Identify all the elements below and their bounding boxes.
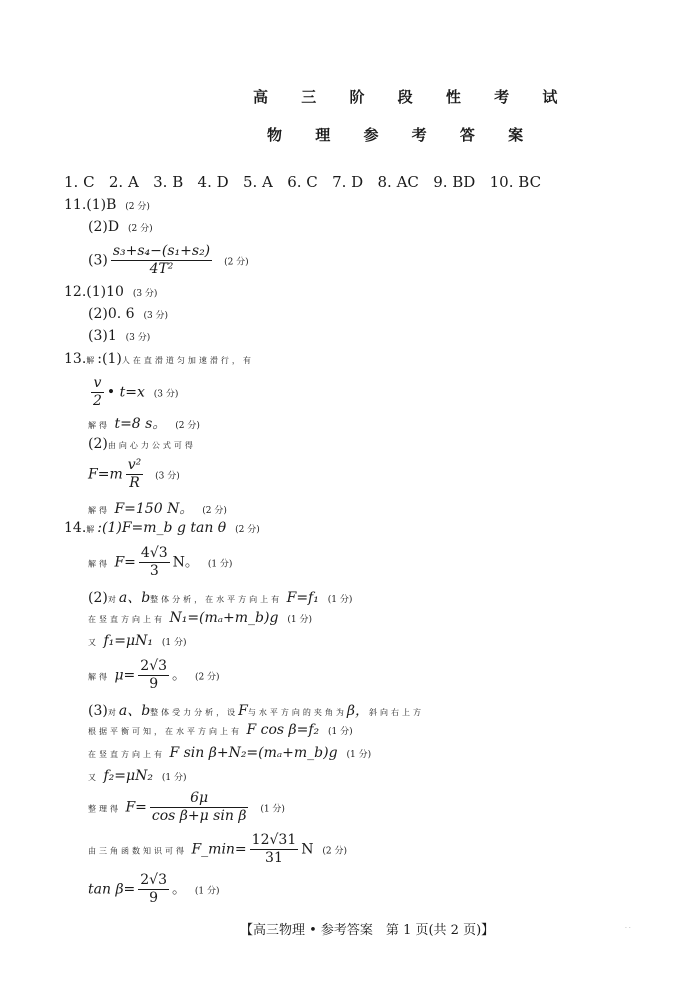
q12-answer-2: (2)0. 6 [88, 306, 135, 322]
q11-fraction-numerator: s₃+s₄−(s₁+s₂) [112, 243, 211, 259]
q14-fmin-numerator: 12√31 [251, 832, 297, 848]
q14-force-denominator: 3 [149, 563, 159, 579]
q11-line3 [88, 243, 249, 278]
q11-line2 [88, 219, 153, 235]
q14-line12 [88, 832, 347, 867]
q13-v2r-denominator: R [129, 475, 140, 491]
q14-line4 [88, 610, 312, 626]
q14-label-zhengli: 整理得 [88, 804, 121, 814]
q14-label-trig: 由三角函数知识可得 [88, 846, 187, 856]
page-subtitle: 物 理 参 考 答 案 [267, 126, 538, 144]
q14-score-11: (2 分) [322, 846, 348, 857]
q14-fmin-left: F_min= [191, 841, 247, 858]
q13-score-4: (2 分) [202, 506, 227, 516]
q14-equation-1: :(1)F=m_b g tan θ [97, 520, 227, 536]
q13-v2r-numerator: v² [127, 457, 142, 473]
q14-label-jiede-2: 解得 [88, 672, 110, 682]
q14-var-f: F [238, 703, 248, 719]
q12-number: 12. [64, 284, 87, 300]
answer-4: 4. D [197, 173, 229, 191]
q14-line10 [88, 768, 186, 784]
q14-label-vertical-1: 在竖直方向上有 [88, 615, 165, 624]
q13-score-2: (2 分) [175, 421, 200, 431]
q14-tan-end: 。 [172, 881, 187, 898]
answer-10: 10. BC [489, 173, 542, 191]
answer-9: 9. BD [433, 173, 476, 191]
q14-score-2: (1 分) [207, 559, 233, 570]
q14-score-8: (1 分) [346, 750, 372, 760]
q13-v2-numerator: v [91, 375, 104, 393]
q14-text-analysis-1: 整体分析，在水平方向上有 [150, 595, 283, 604]
q13-result-t: t=8 s。 [114, 416, 167, 432]
q13-part-2: (2) [88, 436, 108, 452]
q14-force-left: F= [114, 554, 136, 571]
q14-mu-left: μ= [114, 667, 136, 684]
answer-1: 1. C [64, 173, 95, 191]
q13-part-1: :(1) [97, 351, 122, 367]
q13-result-f: F=150 N。 [114, 501, 194, 517]
q14-score-5: (1 分) [161, 638, 187, 648]
q14-score-12: (1 分) [194, 886, 220, 897]
page-footer: 【高三物理 • 参考答案 第 1 页(共 2 页)】 [240, 923, 495, 938]
q12-score-3: (3 分) [125, 333, 151, 343]
q14-fraction-tan [138, 872, 169, 907]
q13-jie: 解 [86, 356, 98, 365]
q11-answer-1: (1)B [86, 197, 117, 213]
q14-label-you-2: 又 [88, 773, 99, 782]
q13-line5 [88, 457, 180, 492]
q14-line6 [88, 658, 220, 693]
q13-number: 13. [64, 351, 87, 367]
page-title: 高 三 阶 段 性 考 试 [253, 88, 572, 106]
q14-fraction-fmin [250, 832, 299, 867]
q11-line1 [64, 197, 150, 213]
q14-score-1: (2 分) [235, 525, 260, 535]
q12-line3 [88, 328, 150, 344]
answer-2: 2. A [108, 173, 139, 191]
q14-force-formula-left: F= [125, 799, 147, 816]
q14-score-6: (2 分) [194, 672, 220, 683]
q14-score-9: (1 分) [161, 773, 187, 783]
q14-equation-4: f₁=μN₁ [103, 633, 153, 649]
q11-part-3: (3) [88, 252, 108, 269]
q14-fraction-force-formula [150, 790, 249, 825]
q14-label-you-1: 又 [88, 638, 99, 647]
q14-mu-end: 。 [172, 667, 187, 684]
q14-var-beta: β， [346, 703, 369, 719]
q11-score-2: (2 分) [127, 224, 153, 234]
q14-equation-2: F=f₁ [286, 590, 319, 606]
q13-fraction-v2r [126, 457, 144, 492]
q13-score-1: (3 分) [153, 389, 179, 400]
q13-label-jiede-2: 解得 [88, 506, 110, 515]
q13-line4 [88, 436, 196, 452]
q12-line1 [64, 284, 157, 300]
q11-fraction-denominator: 4T² [149, 261, 174, 277]
q14-line2 [88, 545, 232, 580]
q11-fraction [111, 243, 212, 278]
q14-line8 [88, 722, 353, 738]
q13-v2-denominator: 2 [93, 393, 102, 409]
q14-score-10: (1 分) [260, 804, 285, 815]
q14-fraction-mu [138, 658, 169, 693]
q14-equation-3: N₁=(mₐ+m_b)g [169, 610, 279, 626]
q14-text-analysis-2: 整体受力分析，设 [150, 708, 239, 717]
corner-mark: · · [625, 925, 631, 932]
q14-part-2: (2) [88, 590, 108, 606]
q14-fmin-unit: N [301, 841, 314, 858]
q14-line9 [88, 745, 371, 761]
q14-text-direction: 斜向右上方 [368, 708, 424, 717]
answer-5: 5. A [242, 173, 273, 191]
q11-answer-2: (2)D [88, 219, 120, 235]
q14-score-4: (1 分) [287, 615, 312, 625]
q14-jie: 解 [86, 525, 98, 534]
q14-line7 [88, 700, 424, 720]
answer-7: 7. D [332, 173, 364, 191]
q13-line2 [88, 375, 178, 410]
q13-force-left: F=m [88, 466, 123, 483]
q14-ab-1: a、b [118, 590, 151, 606]
answer-6: 6. C [287, 173, 318, 191]
q12-answer-1: (1)10 [86, 284, 124, 300]
choice-answers [64, 173, 541, 191]
q12-line2 [88, 306, 168, 322]
q14-label-vertical-2: 在竖直方向上有 [88, 750, 165, 759]
q14-line3 [88, 587, 352, 607]
q14-number: 14. [64, 520, 87, 536]
q14-tan-left: tan β= [88, 881, 136, 898]
q14-equation-6: F sin β+N₂=(mₐ+m_b)g [169, 745, 338, 761]
q14-score-3: (1 分) [327, 595, 353, 605]
q14-line5 [88, 633, 186, 649]
q12-score-2: (3 分) [143, 311, 169, 321]
q14-mu-numerator: 2√3 [140, 658, 168, 674]
q13-score-3: (3 分) [155, 471, 180, 482]
q11-score-3: (2 分) [224, 257, 249, 268]
q14-score-7: (1 分) [328, 727, 353, 737]
q14-tan-denominator: 9 [149, 890, 159, 906]
q14-fmin-denominator: 31 [265, 850, 283, 866]
q13-line1 [64, 351, 254, 367]
q14-force-unit: N。 [172, 554, 199, 571]
q14-ab-2: a、b [118, 703, 151, 719]
q13-text-2: 由向心力公式可得 [107, 441, 196, 450]
q14-force-numerator: 4√3 [140, 545, 168, 561]
q13-fraction-v2 [91, 375, 104, 410]
q13-line6 [88, 498, 227, 518]
answer-3: 3. B [153, 173, 184, 191]
q14-mu-denominator: 9 [149, 676, 159, 692]
q14-tan-numerator: 2√3 [140, 872, 168, 888]
q13-text-1: 人在直滑道匀加速滑行，有 [121, 356, 254, 365]
q14-line11 [88, 790, 285, 825]
q14-fraction-force [139, 545, 170, 580]
q14-formula-denominator: cos β+μ sin β [151, 808, 247, 824]
q14-label-horizontal: 根据平衡可知，在水平方向上有 [88, 727, 242, 736]
q14-text-dui-2: 对 [107, 708, 119, 717]
q14-line1 [64, 520, 260, 536]
q14-formula-numerator: 6μ [150, 790, 249, 808]
q13-line3 [88, 413, 200, 433]
q14-label-jiede-1: 解得 [88, 559, 110, 569]
answer-8: 8. AC [377, 173, 419, 191]
q12-score-1: (3 分) [132, 289, 158, 299]
q14-text-angle: 与水平方向的夹角为 [247, 708, 347, 717]
q14-text-dui-1: 对 [107, 595, 119, 604]
q14-line13 [88, 872, 220, 907]
q14-part-3: (3) [88, 703, 108, 719]
q14-equation-7: f₂=μN₂ [103, 768, 153, 784]
q11-number: 11. [64, 197, 87, 213]
q13-label-jiede-1: 解得 [88, 421, 110, 430]
q13-equation-1: • t=x [106, 384, 145, 401]
q11-score-1: (2 分) [125, 202, 150, 212]
q12-answer-3: (3)1 [88, 328, 117, 344]
q14-equation-5: F cos β=f₂ [246, 722, 320, 738]
